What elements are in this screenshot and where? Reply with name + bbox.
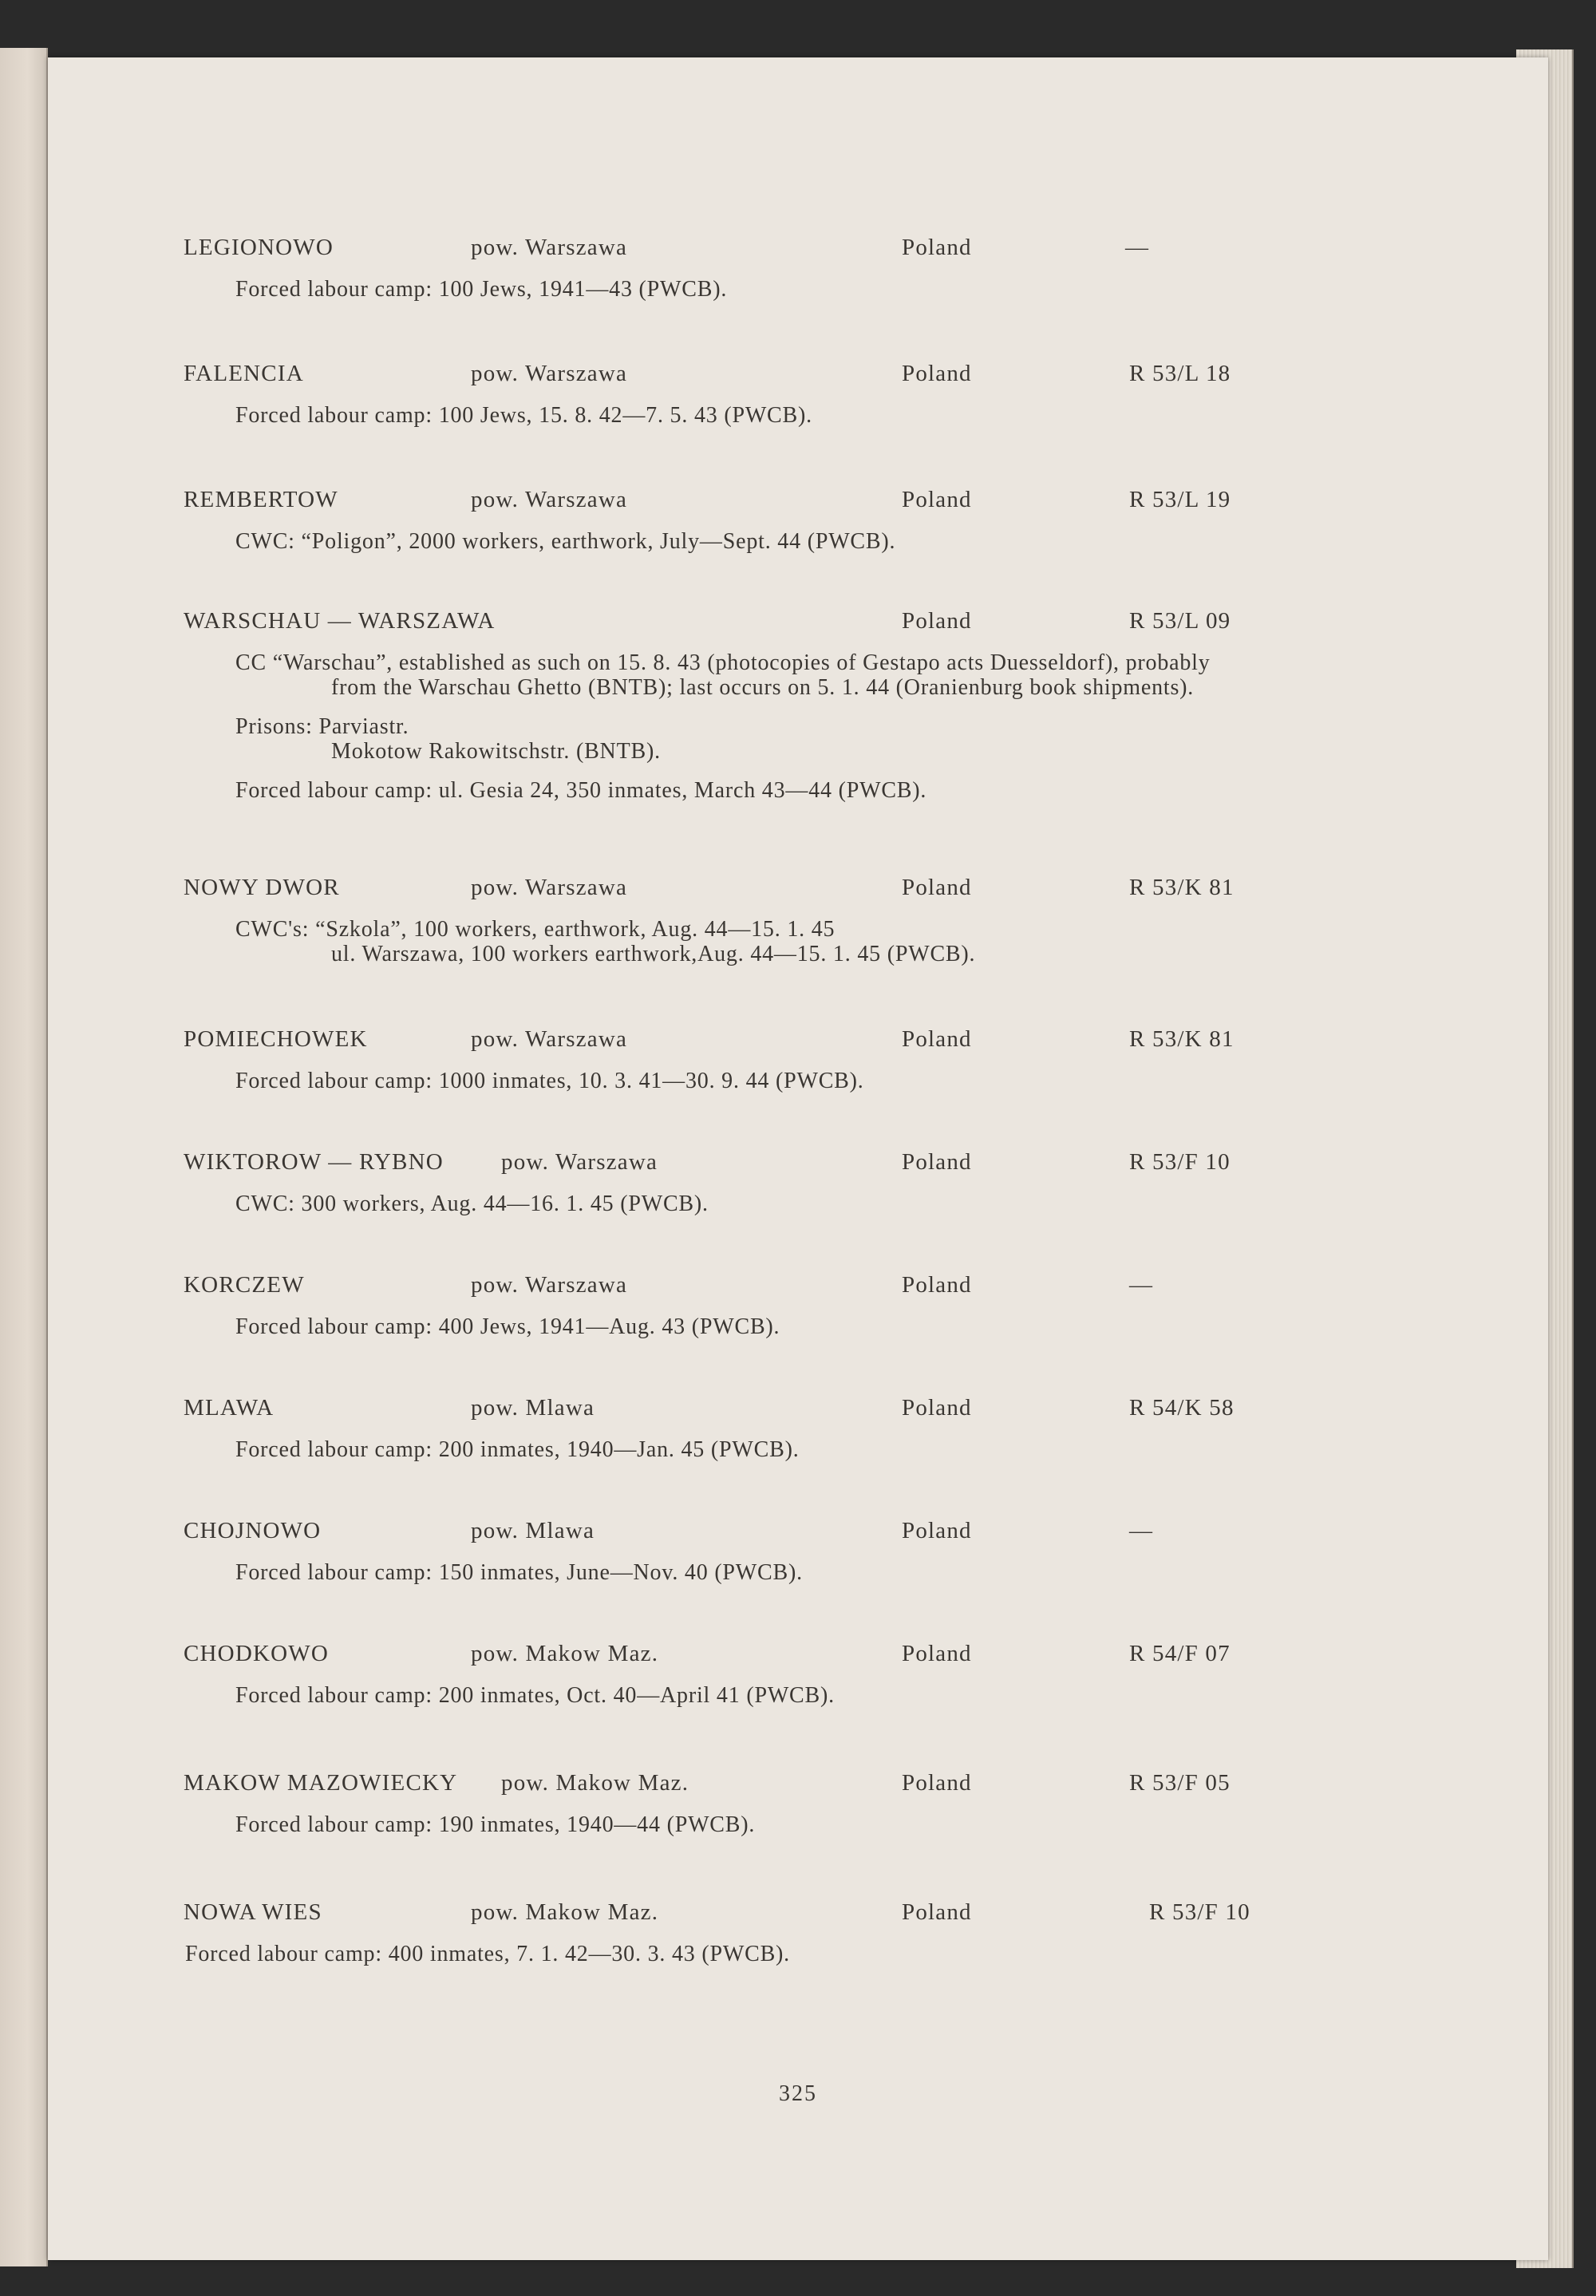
country: Poland [902,361,972,386]
entry-description [48,404,1548,427]
district: pow. Mlawa [471,1395,595,1421]
district: pow. Warszawa [501,1149,658,1175]
entry-header [48,1770,1548,1805]
entry-header [48,1395,1548,1430]
description-line: CWC's: “Szkola”, 100 workers, earthwork, Aug. 44—15. 1. 45 [235,917,836,942]
entry-wiktorow-rybno [48,1149,1548,1217]
page-number: 325 [779,2081,817,2106]
entry-description [48,1813,1548,1836]
place-name: MLAWA [184,1395,275,1421]
description-line: Forced labour camp: 400 Jews, 1941—Aug. 43 (PWCB). [235,1314,780,1339]
district: pow. Warszawa [471,235,628,260]
map-reference: R 53/L 19 [1129,487,1231,512]
country: Poland [902,1395,972,1421]
place-name: FALENCIA [184,361,304,386]
country: Poland [902,1641,972,1666]
place-name: KORCZEW [184,1272,305,1298]
country: Poland [902,235,972,260]
entry-header [48,1026,1548,1061]
entry-description [48,1315,1548,1338]
district: pow. Mlawa [471,1518,595,1543]
entry-header [48,1272,1548,1307]
country: Poland [902,1149,972,1175]
place-name: CHODKOWO [184,1641,329,1666]
map-reference: R 53/F 10 [1129,1149,1231,1175]
entry-chojnowo [48,1518,1548,1586]
entry-nowy-dwor [48,875,1548,967]
place-name: WARSCHAU — WARSZAWA [184,608,496,634]
map-reference: R 53/K 81 [1129,875,1235,900]
country: Poland [902,1899,972,1925]
district: pow. Warszawa [471,1026,628,1052]
map-reference: R 53/L 18 [1129,361,1231,386]
entry-falencia [48,361,1548,429]
map-reference: — [1129,1518,1154,1543]
description-line: Forced labour camp: 100 Jews, 15. 8. 42—7. 5. 43 (PWCB). [235,403,812,428]
entry-header [48,235,1548,270]
map-reference: R 54/K 58 [1129,1395,1235,1421]
entry-description [48,1069,1548,1093]
place-name: NOWY DWOR [184,875,340,900]
country: Poland [902,608,972,634]
place-name: CHOJNOWO [184,1518,322,1543]
entry-header [48,1641,1548,1676]
district: pow. Makow Maz. [501,1770,689,1796]
description-line: Forced labour camp: 1000 inmates, 10. 3. 41—30. 9. 44 (PWCB). [235,1069,864,1093]
description-line: Forced labour camp: 100 Jews, 1941—43 (PWCB). [235,277,728,302]
description-line: Forced labour camp: 200 inmates, 1940—Jan. 45 (PWCB). [235,1437,800,1462]
place-name: NOWA WIES [184,1899,322,1925]
entry-header [48,487,1548,522]
entry-pomiechowek [48,1026,1548,1094]
district: pow. Warszawa [471,487,628,512]
district: pow. Warszawa [471,1272,628,1298]
entry-warschau [48,608,1548,804]
description-line: Prisons: Parviastr. [235,714,409,739]
description-line: CWC: “Poligon”, 2000 workers, earthwork, July—Sept. 44 (PWCB). [235,529,896,554]
map-reference: R 53/K 81 [1129,1026,1235,1052]
entry-description [48,278,1548,301]
description-line: Forced labour camp: 150 inmates, June—Nov. 40 (PWCB). [235,1560,803,1585]
country: Poland [902,875,972,900]
country: Poland [902,1518,972,1543]
entry-chodkowo [48,1641,1548,1709]
description-line: ul. Warszawa, 100 workers earthwork,Aug. 44—15. 1. 45 (PWCB). [331,942,976,966]
entry-rembertow [48,487,1548,555]
document-page [48,57,1548,2260]
entry-description [48,530,1548,553]
map-reference: R 53/F 05 [1129,1770,1231,1796]
map-reference: R 54/F 07 [1129,1641,1231,1666]
place-name: LEGIONOWO [184,235,334,260]
description-line: from the Warschau Ghetto (BNTB); last occurs on 5. 1. 44 (Oranienburg book shipments). [331,675,1195,700]
entry-header [48,1518,1548,1553]
place-name: REMBERTOW [184,487,338,512]
entry-korczew [48,1272,1548,1340]
entry-description [48,1438,1548,1461]
country: Poland [902,1272,972,1298]
place-name: WIKTOROW — RYBNO [184,1149,444,1175]
entry-legionowo [48,235,1548,302]
description-line: Forced labour camp: 190 inmates, 1940—44 (PWCB). [235,1812,756,1837]
country: Poland [902,1770,972,1796]
description-line: Forced labour camp: 200 inmates, Oct. 40—April 41 (PWCB). [235,1683,835,1708]
entry-mlawa [48,1395,1548,1463]
place-name: MAKOW MAZOWIECKY [184,1770,458,1796]
entry-header [48,1899,1548,1934]
entry-description [48,1192,1548,1215]
entry-header [48,1149,1548,1184]
map-reference: — [1125,235,1150,260]
entry-header [48,875,1548,910]
description-line: CWC: 300 workers, Aug. 44—16. 1. 45 (PWCB). [235,1191,709,1216]
district: pow. Warszawa [471,361,628,386]
entry-header [48,608,1548,643]
country: Poland [902,1026,972,1052]
entry-description [48,651,1548,802]
entry-makow-mazowiecky [48,1770,1548,1838]
entry-description [48,1684,1548,1707]
map-reference: R 53/L 09 [1129,608,1231,634]
description-line: Forced labour camp: ul. Gesia 24, 350 inmates, March 43—44 (PWCB). [235,778,927,803]
district: pow. Makow Maz. [471,1641,659,1666]
description-line: CC “Warschau”, established as such on 15. 8. 43 (photocopies of Gestapo acts Duesseldorf), probably [235,650,1211,675]
entry-header [48,361,1548,396]
description-line: Mokotow Rakowitschstr. (BNTB). [331,739,661,764]
entry-description [48,1942,1548,1966]
entry-description [48,1561,1548,1584]
map-reference: — [1129,1272,1154,1298]
book-spine-edge [0,48,48,2266]
country: Poland [902,487,972,512]
place-name: POMIECHOWEK [184,1026,368,1052]
description-line: Forced labour camp: 400 inmates, 7. 1. 42—30. 3. 43 (PWCB). [185,1942,790,1966]
district: pow. Warszawa [471,875,628,900]
entry-nowa-wies [48,1899,1548,1967]
district: pow. Makow Maz. [471,1899,659,1925]
entry-description [48,918,1548,966]
map-reference: R 53/F 10 [1149,1899,1250,1925]
